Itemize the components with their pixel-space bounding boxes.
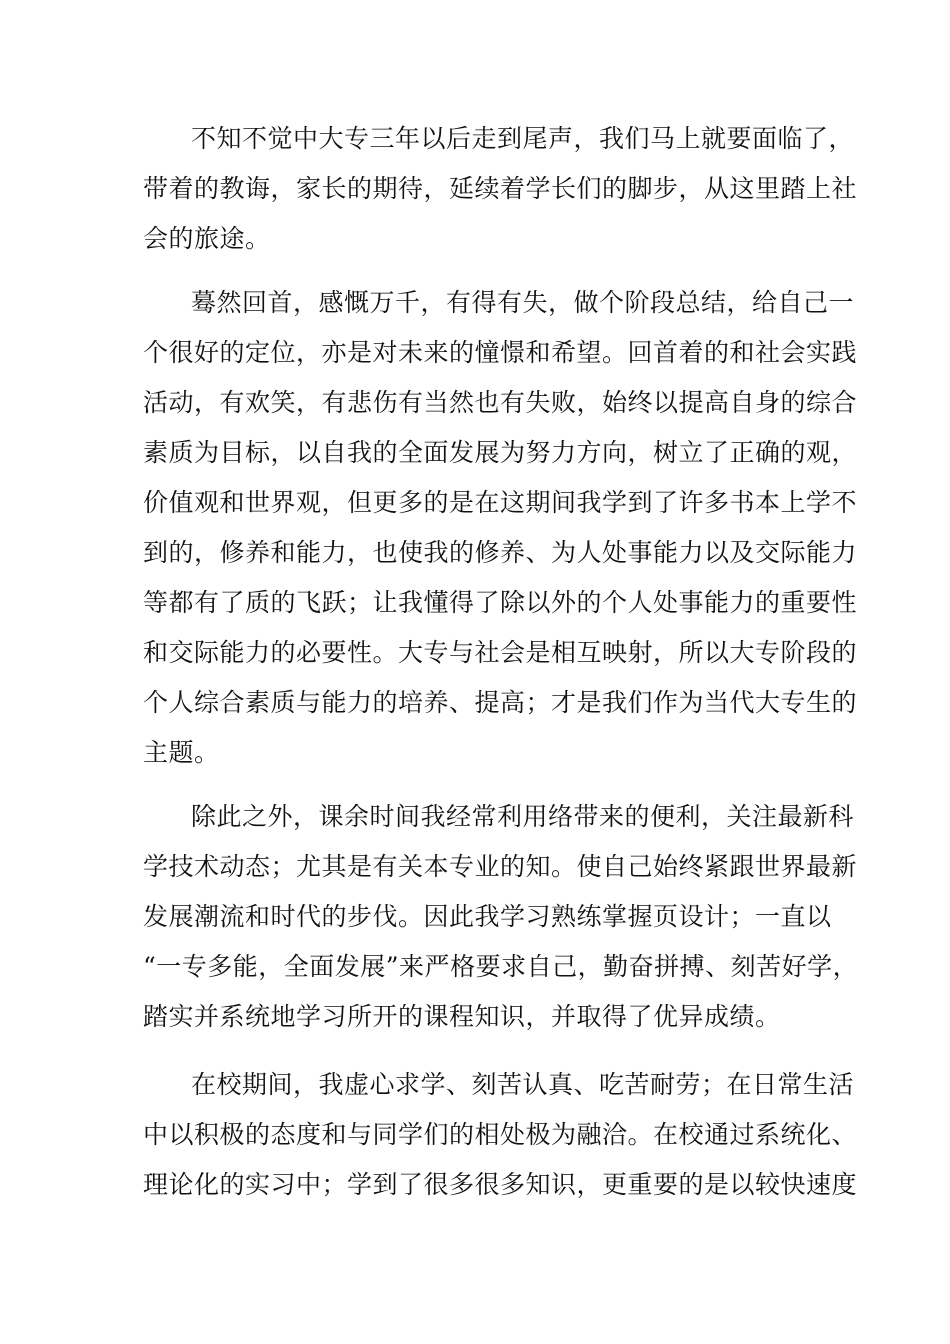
paragraph-line: 个很好的定位，亦是对未来的憧憬和希望。回首着的和社会实践 — [143, 338, 858, 367]
paragraph-line: 主题。 — [143, 738, 220, 767]
paragraph-line: 学技术动态；尤其是有关本专业的知。使自己始终紧跟世界最新 — [143, 852, 858, 881]
paragraph-line: 个人综合素质与能力的培养、提高；才是我们作为当代大专生的 — [143, 688, 858, 717]
paragraph-line: 价值观和世界观，但更多的是在这期间我学到了许多书本上学不 — [143, 488, 858, 517]
paragraph-line: 踏实并系统地学习所开的课程知识，并取得了优异成绩。 — [143, 1002, 781, 1031]
paragraph-line: 不知不觉中大专三年以后走到尾声，我们马上就要面临了， — [191, 124, 855, 153]
paragraph-line: 在校期间，我虚心求学、刻苦认真、吃苦耐劳；在日常生活 — [191, 1070, 855, 1099]
paragraph-line: 中以积极的态度和与同学们的相处极为融洽。在校通过系统化、 — [143, 1120, 858, 1149]
paragraph-line: 发展潮流和时代的步伐。因此我学习熟练掌握页设计；一直以 — [143, 902, 832, 931]
paragraph-line: 活动，有欢笑，有悲伤有当然也有失败，始终以提高自身的综合 — [143, 388, 858, 417]
paragraph-line: “一专多能，全面发展”来严格要求自己，勤奋拼搏、刻苦好学， — [143, 952, 859, 981]
paragraph-line: 和交际能力的必要性。大专与社会是相互映射，所以大专阶段的 — [143, 638, 858, 667]
paragraph-line: 等都有了质的飞跃；让我懂得了除以外的个人处事能力的重要性 — [143, 588, 858, 617]
paragraph-line: 到的，修养和能力，也使我的修养、为人处事能力以及交际能力 — [143, 538, 858, 567]
paragraph-line: 会的旅途。 — [143, 224, 271, 253]
paragraph-line: 素质为目标，以自我的全面发展为努力方向，树立了正确的观， — [143, 438, 858, 467]
paragraph-line: 带着的教诲，家长的期待，延续着学长们的脚步，从这里踏上社 — [143, 174, 858, 203]
paragraph-line: 蓦然回首，感慨万千，有得有失，做个阶段总结，给自己一 — [191, 288, 855, 317]
paragraph-line: 理论化的实习中；学到了很多很多知识，更重要的是以较快速度 — [143, 1170, 858, 1199]
paragraph-line: 除此之外，课余时间我经常利用络带来的便利，关注最新科 — [191, 802, 855, 831]
